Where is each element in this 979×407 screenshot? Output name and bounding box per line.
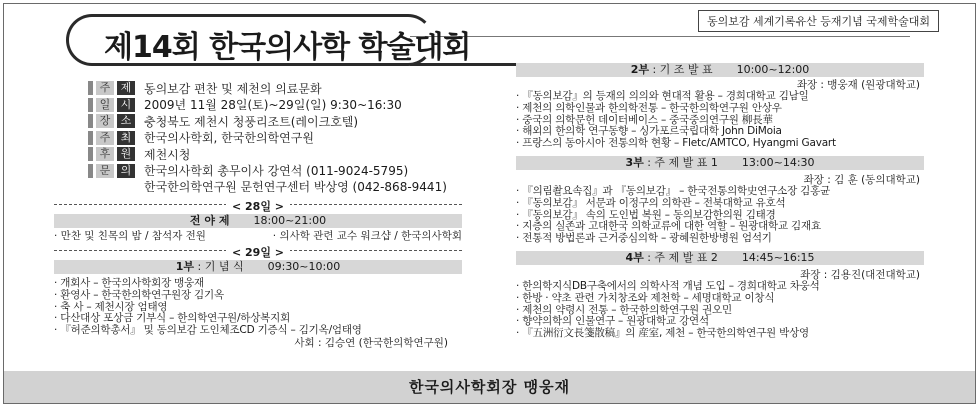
- info-row-venue: [88, 113, 447, 130]
- eve-item: · 의사학 관련 교수 워크샵 / 한국의사학회: [272, 230, 462, 242]
- list-item: · 개회사 – 한국의사학회장 맹웅재: [54, 277, 204, 289]
- list-item: · 『동의보감』 서문과 이정구의 의학관 – 전북대학교 유호석: [516, 196, 786, 209]
- list-item: · 향약의학의 인물연구 – 원광대학교 강연석: [516, 315, 709, 328]
- info-row-host: [88, 130, 447, 147]
- list-item: · 해외의 한의학 연구동향 – 싱가포르국립대학 John DiMoia: [516, 125, 782, 138]
- page-title: 제14회 한국의사학 학술대회: [104, 30, 471, 65]
- list-item: · 환영사 – 한국한의학연구원장 김기옥: [54, 288, 224, 301]
- info-value: 제천시청: [144, 147, 191, 162]
- list-item: · 전통적 방법론과 근거중심의학 – 광혜원한방병원 엄석기: [516, 232, 772, 245]
- info-row-contact: [88, 163, 447, 180]
- info-label: 주 최: [88, 131, 138, 145]
- info-row-sponsor: [88, 146, 447, 163]
- list-item: · 『허준의학총서』 및 동의보감 도인체조CD 기증식 – 김기옥/엄태영: [54, 324, 362, 337]
- list-item: · 한의학지식DB구축에서의 의학사적 개념 도입 – 경희대학교 차웅석: [516, 279, 820, 292]
- info-value: 동의보감 편찬 및 제천의 의료문화: [144, 81, 322, 96]
- part2-chair: 좌장 : 맹웅재 (원광대학교): [796, 79, 920, 91]
- info-label: 문 의: [88, 164, 138, 178]
- part4-chair: 좌장 : 김용진(대전대학교): [800, 268, 920, 281]
- part3-items: [516, 186, 924, 245]
- list-item: · 제천의 약령시 전통 – 한국한의학연구원 권오민: [516, 303, 732, 316]
- list-item: · 제천의 의학인물과 한의학전통 – 한국한의학연구원 안상우: [516, 101, 782, 114]
- part1-items: [54, 274, 462, 337]
- eve-session-items: [54, 228, 462, 244]
- list-item: · 프랑스의 동아시아 전통의학 현황 – Fletc/AMTCO, Hyangmi Gavart: [516, 137, 836, 150]
- part1-moderator: 사회 : 김승연 (한국한의학연구원): [294, 336, 448, 349]
- list-item: · 『의림촬요속집』과 『동의보감』 – 한국전통의학史연구소장 김홍균: [516, 184, 831, 197]
- list-item: · 『五洲衍文長箋散稿』의 産室, 제천 – 한국한의학연구원 박상영: [516, 327, 809, 340]
- list-item: · 한방 · 약초 관련 가치창조와 제천학 – 세명대학교 이창식: [516, 291, 775, 304]
- list-item: · 지층의 실존과 고대한국 의학교류에 대한 역할 – 원광대학교 김재효: [516, 220, 821, 233]
- footer-signature: 한국의사학회장 맹웅재: [4, 371, 975, 403]
- day1-heading: < 28일 >: [54, 198, 462, 210]
- list-item: · 중국의 의학문헌 데이터베이스 – 중국중의연구원 柳長華: [516, 113, 773, 126]
- list-item: · 다산대상 포상금 기부식 – 한의학연구원/하상복지회: [54, 312, 291, 325]
- list-item: · 축 사 – 제천시장 엄태영: [54, 300, 168, 313]
- info-value: 한국의사학회, 한국한의학연구원: [144, 131, 314, 146]
- part2-items: [516, 91, 924, 150]
- info-label: 주 제: [88, 81, 138, 95]
- info-label: 후 원: [88, 147, 138, 161]
- left-schedule: [54, 198, 462, 349]
- info-label: 일 시: [88, 98, 138, 112]
- right-schedule: [516, 63, 924, 340]
- part3-bar: 3부 : 주 제 발 표 1 13:00~14:30: [516, 156, 924, 170]
- list-item: · 『동의보감』의 등재의 의의와 현대적 활용 – 경희대학교 김남일: [516, 90, 809, 102]
- info-value: 한국의사학회 총무이사 강연석 (011-9024-5795): [144, 164, 409, 179]
- day2-heading: < 29일 >: [54, 244, 462, 256]
- info-row-date: [88, 97, 447, 114]
- title-rule-thin: [410, 36, 910, 37]
- eve-session-bar: 전 야 제 18:00~21:00: [54, 214, 462, 228]
- part2-bar: 2부 : 기 조 발 표 10:00~12:00: [516, 63, 924, 77]
- part4-bar: 4부 : 주 제 발 표 2 14:45~16:15: [516, 251, 924, 265]
- header-tag: 동의보감 세계기록유산 등재기념 국제학술대회: [698, 10, 939, 32]
- info-label: 장 소: [88, 114, 138, 128]
- info-row-theme: [88, 80, 447, 97]
- part4-items: [516, 281, 924, 340]
- eve-item: · 만찬 및 친목의 밤 / 참석자 전원: [54, 230, 206, 242]
- list-item: · 『동의보감』 속의 도인법 복원 – 동의보감한의원 김태경: [516, 208, 776, 221]
- info-value: 충청북도 제천시 청풍리조트(레이크호텔): [144, 114, 359, 129]
- info-value: 2009년 11월 28일(토)~29일(일) 9:30~16:30: [144, 98, 402, 113]
- info-block: [88, 80, 447, 196]
- part3-chair: 좌장 : 김 훈 (동의대학교): [803, 173, 920, 186]
- part1-bar: 1부 : 기 념 식 09:30~10:00: [54, 260, 462, 274]
- info-contact-2: 한국한의학연구원 문헌연구센터 박상영 (042-868-9441): [144, 180, 447, 194]
